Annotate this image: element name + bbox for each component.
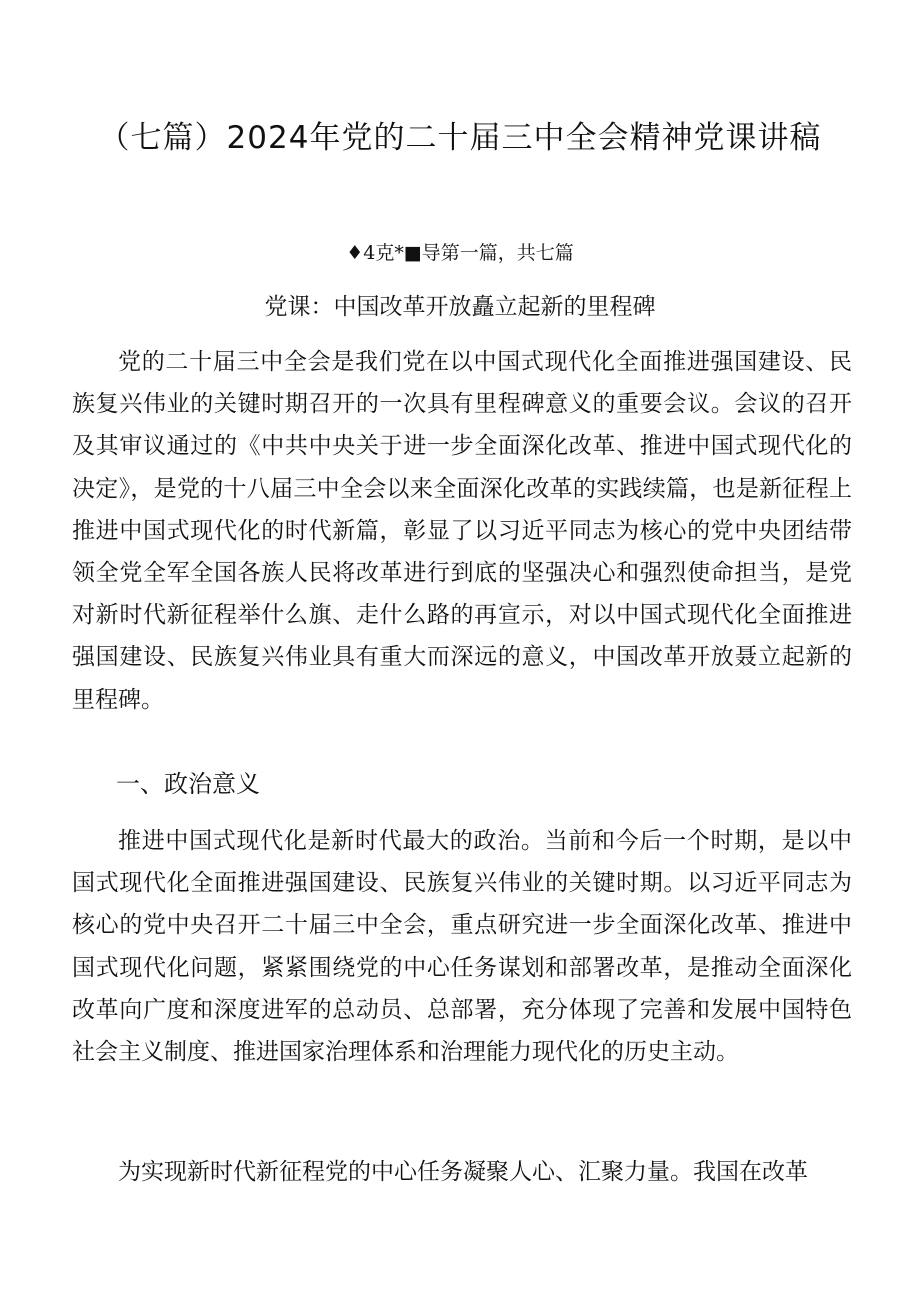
lecture-heading: 党课：中国改革开放矗立起新的里程碑 xyxy=(264,294,656,320)
paragraph-intro: 党的二十届三中全会是我们党在以中国式现代化全面推进强国建设、民族复兴伟业的关键时期召开的一次具有里程碑意义的重要会议。会议的召开及其审议通过的《中共中央关于进一步全面深化改革、推进中国式现代化的决定》，是党的十八届三中全会以来全面深化改革的实践续篇，也是新征程上推进中国式现代化的时代新篇，彰显了以习近平同志为核心的党中央团结带领全党全军全国各族人民将改革进行到底的坚强决心和强烈使命担当，是党对新时代新征程举什么旗、走什么路的再宣示，对以中国式现代化全面推进强国建设、民族复兴伟业具有重大而深远的意义，中国改革开放聂立起新的里程碑。 xyxy=(72,349,852,713)
document-title: （七篇）2024年党的二十届三中全会精神党课讲稿 xyxy=(98,120,822,156)
paragraph-continued: 为实现新时代新征程党的中心任务凝聚人心、汇聚力量。我国在改革 xyxy=(118,1159,808,1185)
document-subtitle: ♦4克*■导第一篇，共七篇 xyxy=(346,242,574,264)
heading-political-significance: 一、政治意义 xyxy=(116,770,260,798)
paragraph-political: 推进中国式现代化是新时代最大的政治。当前和今后一个时期，是以中国式现代化全面推进强国建设、民族复兴伟业的关键时期。以习近平同志为核心的党中央召开二十届三中全会，重点研究进一步全面深化改革、推进中国式现代化问题，紧紧围绕党的中心任务谋划和部署改革，是推动全面深化改革向广度和深度进军的总动员、总部署，充分体现了完善和发展中国特色社会主义制度、推进国家治理体系和治理能力现代化的历史主动。 xyxy=(72,828,852,1066)
